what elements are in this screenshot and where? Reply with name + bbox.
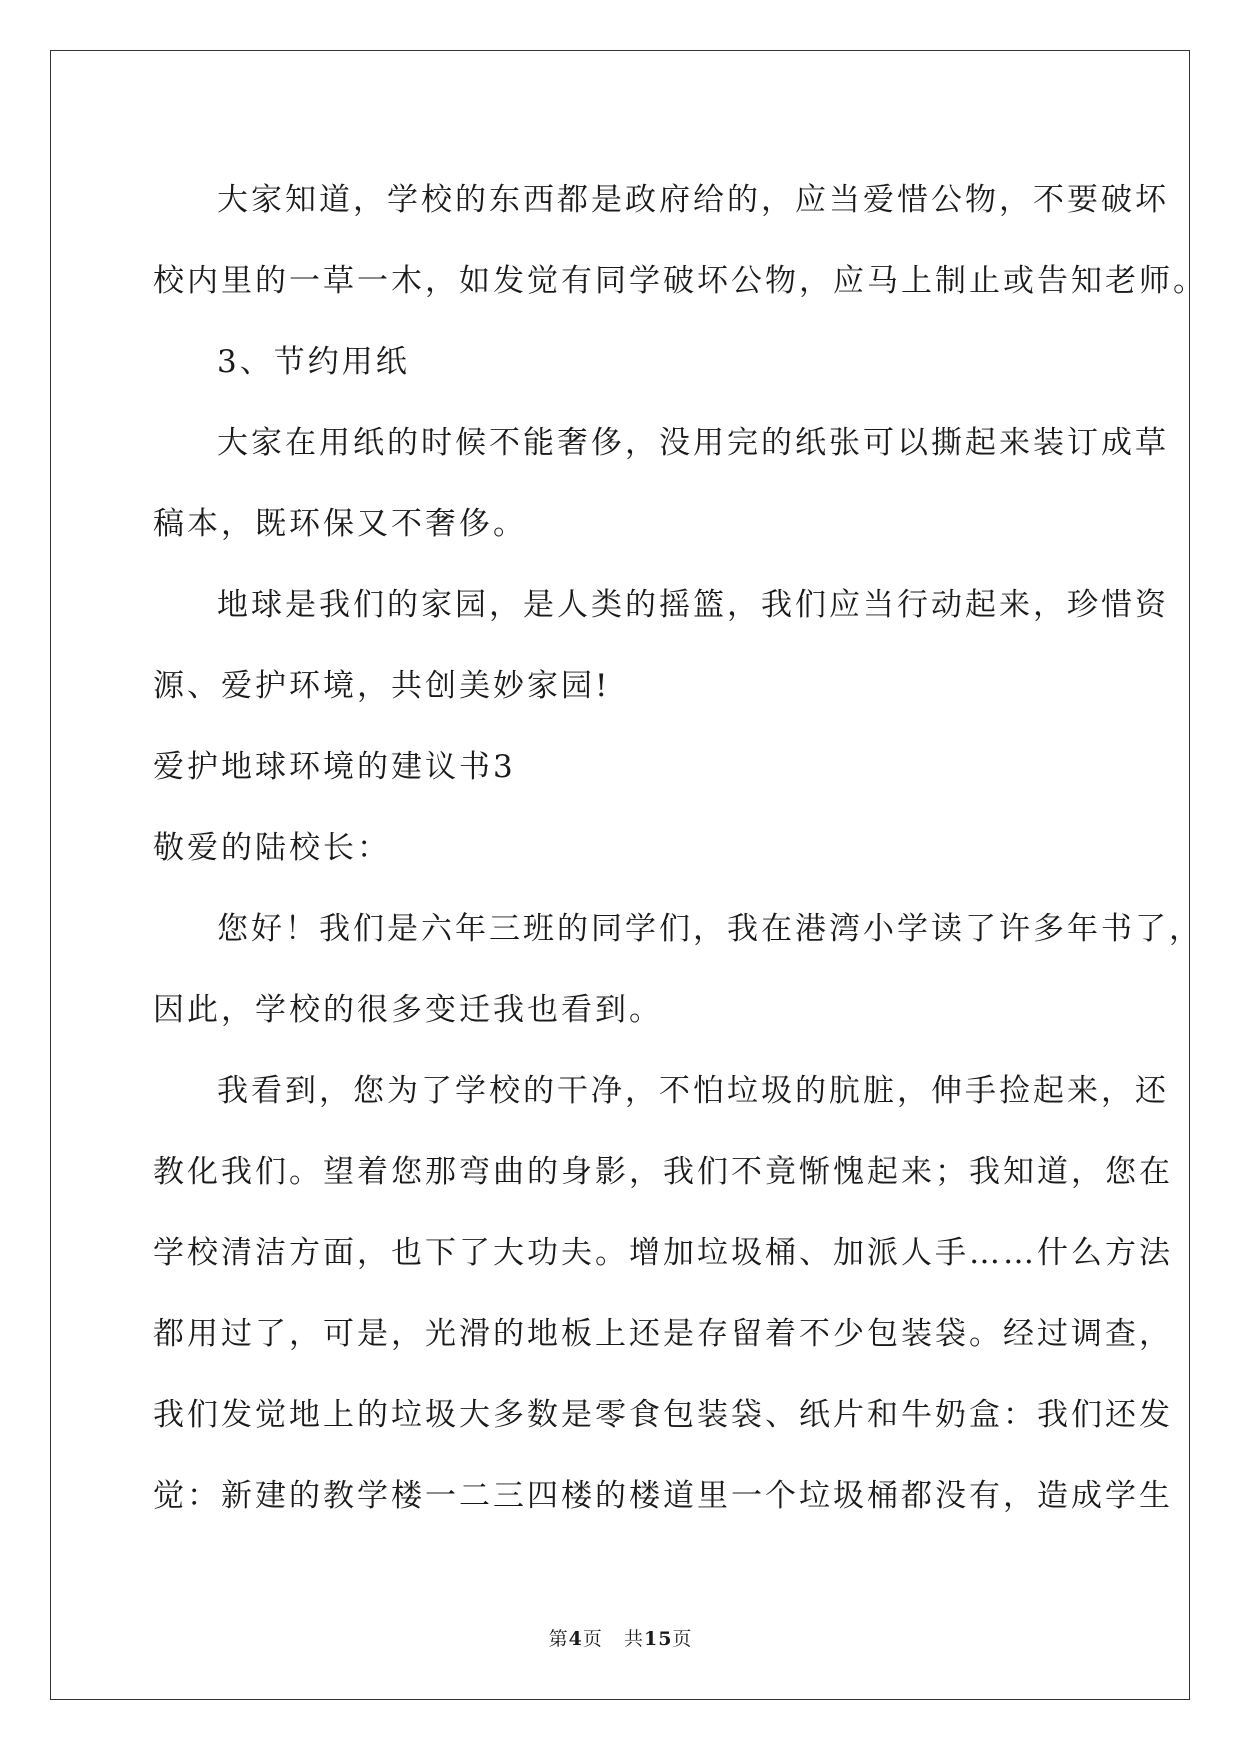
paragraph-line: 源、爱护环境，共创美妙家园! — [153, 668, 611, 704]
paragraph-line: 稿本，既环保又不奢侈。 — [153, 506, 527, 542]
footer-prefix: 第 — [548, 1628, 569, 1650]
document-body — [153, 160, 1207, 1537]
section-heading: 3、节约用纸 — [217, 344, 410, 380]
paragraph-line: 我看到，您为了学校的干净，不怕垃圾的肮脏，伸手捡起来，还 — [217, 1073, 1169, 1109]
paragraph-line: 学校清洁方面，也下了大功夫。增加垃圾桶、加派人手……什么方法 — [153, 1235, 1173, 1271]
paragraph-line: 地球是我们的家园，是人类的摇篮，我们应当行动起来，珍惜资 — [217, 587, 1169, 623]
paragraph-line: 我们发觉地上的垃圾大多数是零食包装袋、纸片和牛奶盒：我们还发 — [153, 1397, 1173, 1433]
salutation: 敬爱的陆校长： — [153, 830, 391, 866]
paragraph-line: 校内里的一草一木，如发觉有同学破坏公物，应马上制止或告知老师。 — [153, 263, 1207, 299]
paragraph-line: 您好！我们是六年三班的同学们，我在港湾小学读了许多年书了， — [217, 911, 1203, 947]
page-footer — [0, 1624, 1241, 1651]
paragraph-line: 大家知道，学校的东西都是政府给的，应当爱惜公物，不要破坏 — [217, 182, 1169, 218]
total-page-count: 15 — [643, 1628, 673, 1650]
paragraph-line: 因此，学校的很多变迁我也看到。 — [153, 992, 663, 1028]
footer-total-suffix: 页 — [672, 1628, 693, 1650]
footer-page-suffix: 页 — [582, 1628, 603, 1650]
paragraph-line: 大家在用纸的时候不能奢侈，没用完的纸张可以撕起来装订成草 — [217, 425, 1169, 461]
document-title: 爱护地球环境的建议书3 — [153, 749, 516, 785]
paragraph-line: 觉：新建的教学楼一二三四楼的楼道里一个垃圾桶都没有，造成学生 — [153, 1478, 1173, 1514]
current-page-number: 4 — [568, 1628, 583, 1650]
paragraph-line: 教化我们。望着您那弯曲的身影，我们不竟惭愧起来；我知道，您在 — [153, 1154, 1173, 1190]
footer-total-prefix: 共 — [623, 1628, 644, 1650]
paragraph-line: 都用过了，可是，光滑的地板上还是存留着不少包装袋。经过调查， — [153, 1316, 1173, 1352]
